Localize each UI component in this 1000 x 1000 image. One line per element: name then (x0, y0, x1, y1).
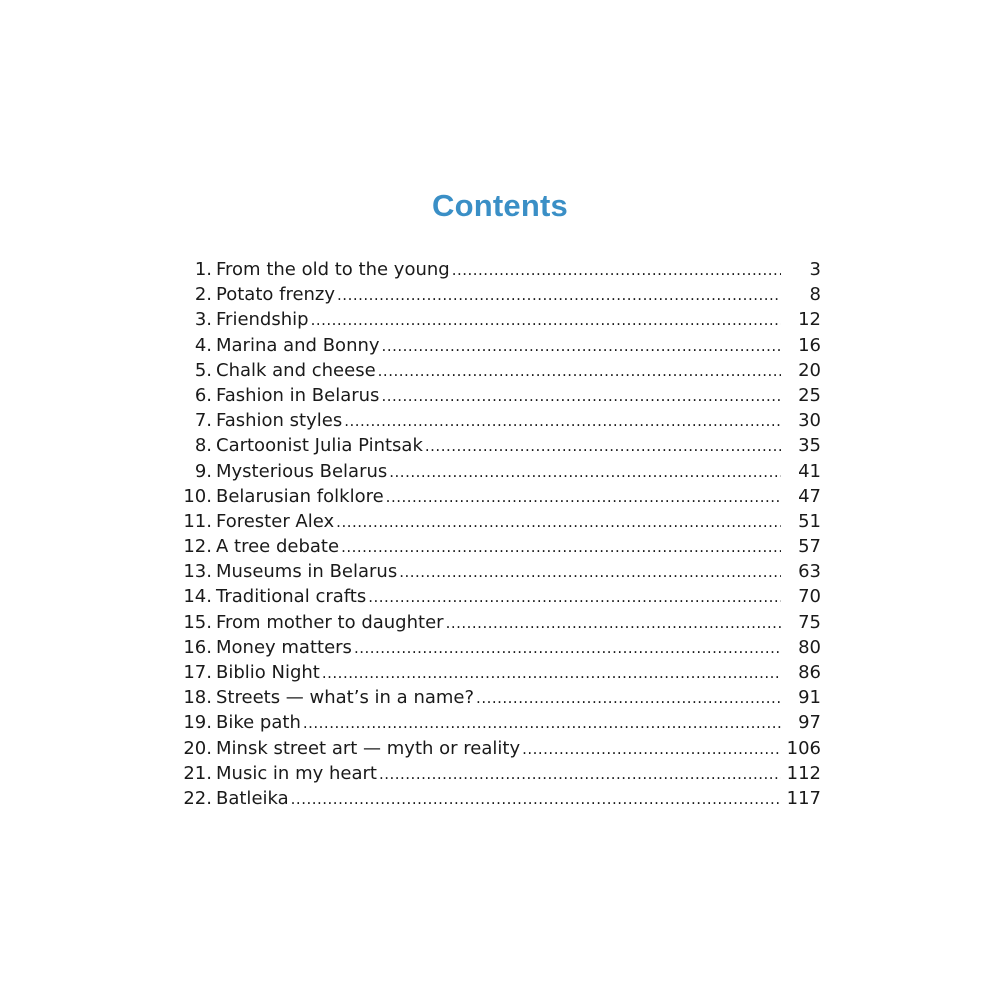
toc-entry-page: 51 (798, 510, 821, 532)
toc-entry-title: Cartoonist Julia Pintsak (216, 435, 423, 457)
toc-dot-leader (387, 459, 781, 485)
toc-entry[interactable] (175, 307, 821, 332)
toc-entry[interactable] (175, 559, 821, 584)
toc-dot-leader (377, 761, 781, 787)
toc-entry-title: Fashion styles (216, 410, 343, 432)
toc-entry-title: A tree debate (216, 536, 340, 558)
toc-entry[interactable] (175, 534, 821, 559)
toc-entry-title: Bike path (216, 712, 301, 734)
toc-entry-title: Music in my heart (216, 762, 377, 784)
toc-entry[interactable] (175, 282, 821, 307)
toc-entry-number: 20. (183, 737, 212, 759)
toc-entry-number: 3. (194, 309, 212, 331)
toc-entry-title: Potato frenzy (216, 284, 336, 306)
toc-dot-leader (379, 383, 781, 409)
toc-dot-leader (444, 610, 781, 636)
toc-entry[interactable] (175, 786, 821, 811)
toc-entry[interactable] (175, 333, 821, 358)
toc-entry-number: 8. (194, 435, 212, 457)
toc-dot-leader (520, 736, 781, 762)
toc-entry[interactable] (175, 358, 821, 383)
toc-entry-number: 12. (183, 536, 212, 558)
toc-entry-title: Mysterious Belarus (216, 460, 388, 482)
toc-entry-number: 21. (183, 762, 212, 784)
toc-entry-number: 1. (194, 259, 212, 280)
toc-entry[interactable] (175, 408, 821, 433)
toc-entry-page: 63 (798, 561, 821, 583)
page-title: Contents (432, 188, 568, 223)
toc-entry-number: 18. (183, 687, 212, 709)
toc-entry[interactable] (175, 257, 821, 282)
toc-entry-title: Forester Alex (216, 510, 335, 532)
toc-entry-number: 10. (183, 485, 212, 507)
toc-entry-page: 16 (798, 334, 821, 356)
toc-entry-page: 25 (798, 384, 821, 406)
toc-dot-leader (474, 685, 781, 711)
toc-entry-page: 12 (798, 309, 821, 331)
toc-entry[interactable] (175, 710, 821, 735)
toc-dot-leader (309, 307, 781, 333)
toc-dot-leader (380, 333, 781, 359)
toc-entry-title: Friendship (216, 309, 309, 331)
toc-entry-title: Museums in Belarus (216, 561, 398, 583)
toc-entry-title: Chalk and cheese (216, 359, 376, 381)
toc-dot-leader (397, 559, 781, 585)
toc-dot-leader (334, 509, 781, 535)
toc-dot-leader (376, 358, 781, 384)
toc-entry-page: 86 (798, 662, 821, 683)
toc-entry-title: Belarusian folklore (216, 485, 384, 507)
toc-entry-number: 16. (183, 636, 212, 658)
toc-entry-number: 15. (183, 611, 212, 633)
toc-dot-leader (339, 534, 781, 560)
toc-entry-title: Traditional crafts (216, 586, 367, 608)
toc-entry[interactable] (175, 509, 821, 534)
toc-entry-title: Batleika (216, 787, 289, 809)
toc-entry-page: 106 (786, 737, 821, 759)
toc-entry-title: Biblio Night (216, 662, 320, 683)
toc-entry-page: 97 (798, 712, 821, 734)
toc-entry-number: 19. (183, 712, 212, 734)
toc-entry-page: 57 (798, 536, 821, 558)
toc-entry-page: 91 (798, 687, 821, 709)
toc-entry-page: 47 (798, 485, 821, 507)
toc-entry-title: Money matters (216, 636, 352, 658)
toc-entry-page: 3 (809, 259, 821, 280)
toc-entry[interactable] (175, 433, 821, 458)
toc-entry-page: 30 (798, 410, 821, 432)
toc-entry-title: From the old to the young (216, 259, 450, 280)
toc-entry-number: 6. (194, 384, 212, 406)
toc-entry-number: 22. (183, 787, 212, 809)
toc-entry[interactable] (175, 610, 821, 635)
toc-entry-number: 11. (183, 510, 212, 532)
toc-dot-leader (320, 660, 781, 686)
toc-entry-page: 20 (798, 359, 821, 381)
toc-entry-title: Minsk street art — myth or reality (216, 737, 521, 759)
toc-entry-number: 9. (194, 460, 212, 482)
toc-dot-leader (342, 408, 781, 434)
toc-entry-number: 5. (194, 359, 212, 381)
toc-dot-leader (366, 584, 781, 610)
toc-entry-page: 35 (798, 435, 821, 457)
toc-entry-page: 8 (809, 284, 821, 306)
toc-entry-number: 2. (194, 284, 212, 306)
toc-entry-page: 41 (798, 460, 821, 482)
toc-entry-number: 17. (183, 662, 212, 683)
toc-dot-leader (450, 257, 781, 283)
toc-entry-title: Fashion in Belarus (216, 384, 380, 406)
toc-entry[interactable] (175, 736, 821, 761)
toc-entry[interactable] (175, 635, 821, 660)
toc-dot-leader (352, 635, 781, 661)
toc-dot-leader (384, 484, 781, 510)
toc-dot-leader (289, 786, 781, 812)
toc-entry-page: 112 (786, 762, 821, 784)
toc-dot-leader (335, 282, 781, 308)
toc-entry[interactable] (175, 383, 821, 408)
toc-entry[interactable] (175, 584, 821, 609)
toc-entry[interactable] (175, 660, 821, 685)
toc-entry-number: 4. (194, 334, 212, 356)
toc-entry-title: Streets — what’s in a name? (216, 687, 475, 709)
toc-entry-title: Marina and Bonny (216, 334, 380, 356)
toc-dot-leader (423, 433, 781, 459)
toc-entry-number: 7. (194, 410, 212, 432)
toc-entry[interactable] (175, 685, 821, 710)
toc-entry-title: From mother to daughter (216, 611, 444, 633)
toc-dot-leader (301, 710, 781, 736)
toc-entry-page: 80 (798, 636, 821, 658)
toc-entry-page: 117 (786, 787, 821, 809)
table-of-contents (175, 257, 821, 811)
toc-entry[interactable] (175, 459, 821, 484)
toc-entry[interactable] (175, 484, 821, 509)
toc-entry-page: 75 (798, 611, 821, 633)
toc-entry-number: 13. (183, 561, 212, 583)
toc-entry-page: 70 (798, 586, 821, 608)
toc-entry[interactable] (175, 761, 821, 786)
toc-entry-number: 14. (183, 586, 212, 608)
